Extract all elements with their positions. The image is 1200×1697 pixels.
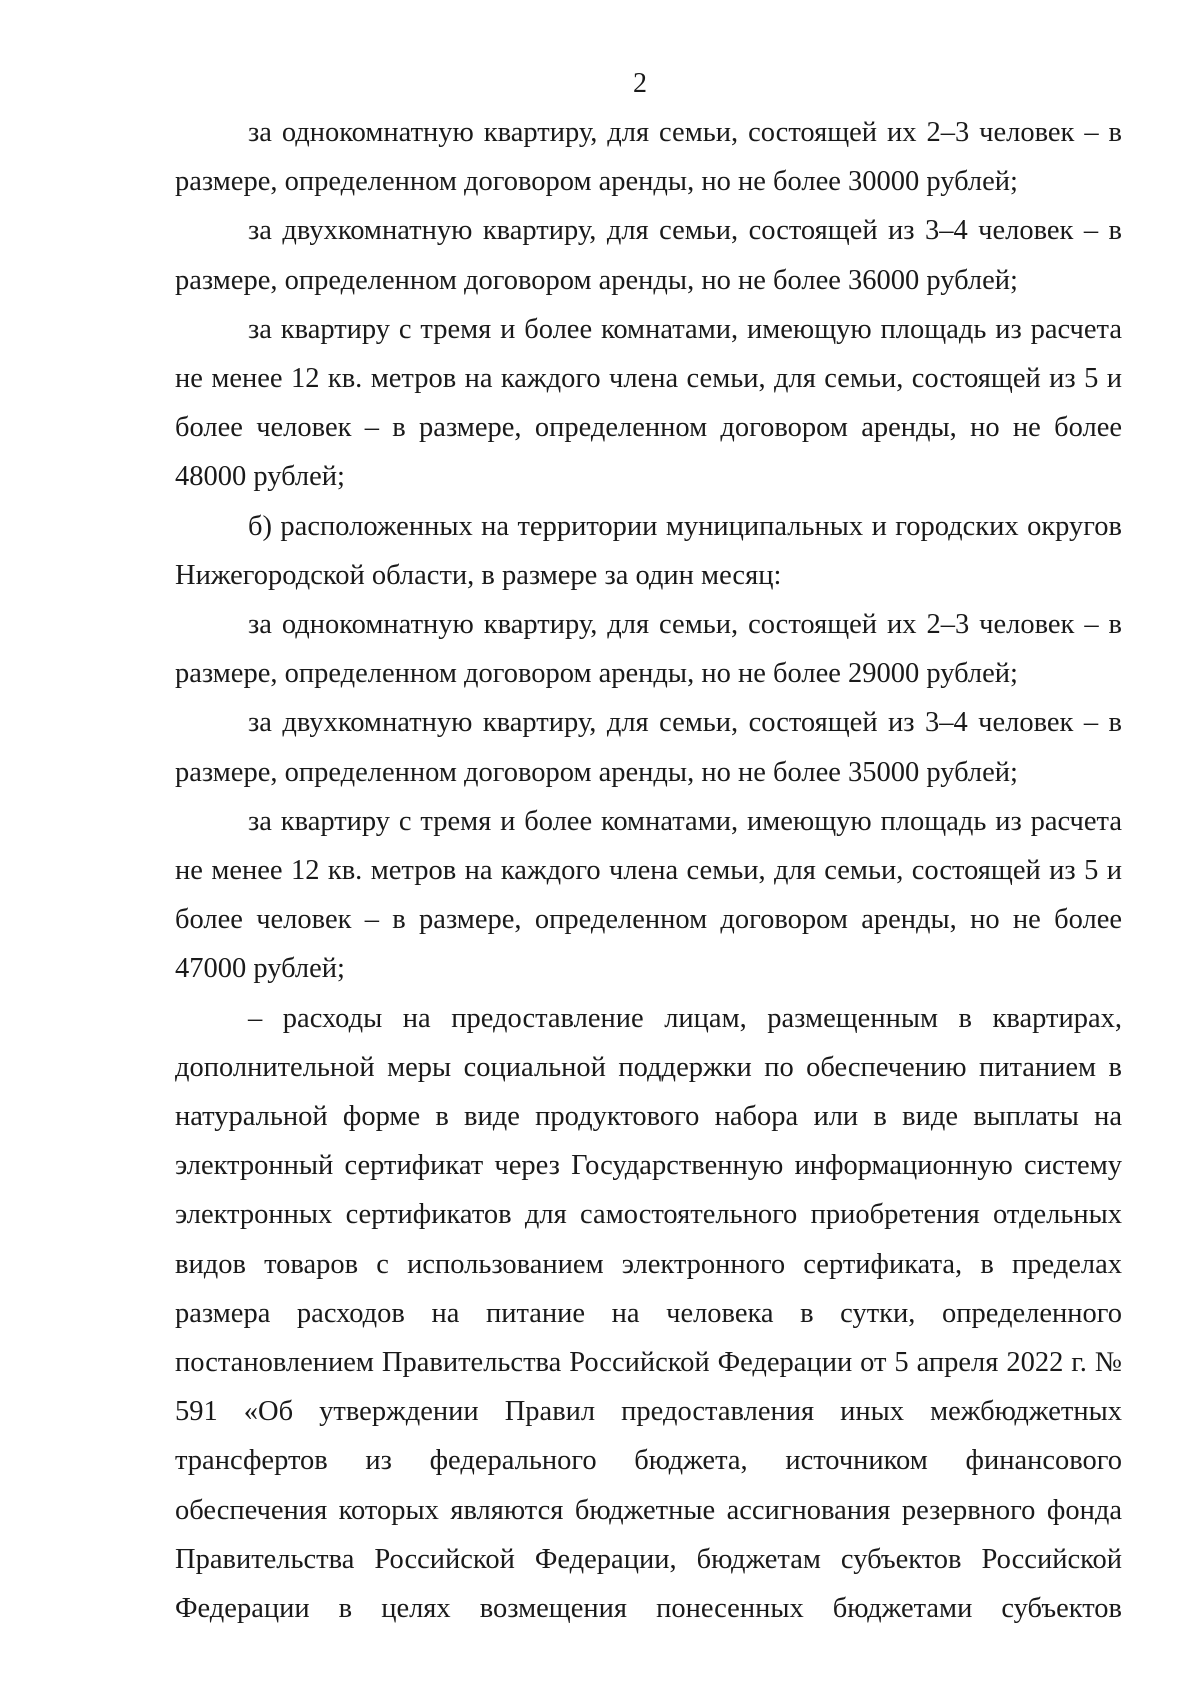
document-body — [175, 108, 1122, 1633]
paragraph-three-room-districts: за квартиру с тремя и более комнатами, имеющую площадь из расчета не менее 12 кв. метров на каждого члена семьи, для семьи, состоящей из 5 и более человек – в размере, определенном договором аренды, но не более 47000 рублей; — [175, 805, 1122, 985]
paragraph-one-room-nn: за однокомнатную квартиру, для семьи, состоящей их 2–3 человек – в размере, определенном договором аренды, но не более 30000 рублей; — [175, 117, 1122, 198]
page-number: 2 — [633, 68, 647, 99]
paragraph-two-room-districts: за двухкомнатную квартиру, для семьи, состоящей из 3–4 человек – в размере, определенном договором аренды, но не более 35000 рублей; — [175, 707, 1122, 788]
paragraph-two-room-nn: за двухкомнатную квартиру, для семьи, состоящей из 3–4 человек – в размере, определенном договором аренды, но не более 36000 рублей; — [175, 215, 1122, 296]
paragraph-food-support: – расходы на предоставление лицам, размещенным в квартирах, дополнительной меры социальной поддержки по обеспечению питанием в натуральной форме в виде продуктового набора или в виде выплаты на электронный сертификат через Государственную информационную систему электронных сертификатов для самостоятельного приобретения отдельных видов товаров с использованием электронного сертификата, в пределах размера расходов на питание на человека в сутки, определенного постановлением Правительства Российской Федерации от 5 апреля 2022 г. № 591 «Об утверждении Правил предоставления иных межбюджетных трансфертов из федерального бюджета, источником финансового обеспечения которых являются бюджетные ассигнования резервного фонда Правительства Российской Федерации, бюджетам субъектов Российской Федерации в целях возмещения понесенных бюджетами субъектов — [175, 1002, 1122, 1625]
paragraph-municipal-districts: б) расположенных на территории муниципальных и городских округов Нижегородской области, в размере за один месяц: — [175, 510, 1122, 591]
paragraph-three-room-nn: за квартиру с тремя и более комнатами, имеющую площадь из расчета не менее 12 кв. метров на каждого члена семьи, для семьи, состоящей из 5 и более человек – в размере, определенном договором аренды, но не более 48000 рублей; — [175, 313, 1122, 493]
paragraph-one-room-districts: за однокомнатную квартиру, для семьи, состоящей их 2–3 человек – в размере, определенном договором аренды, но не более 29000 рублей; — [175, 609, 1122, 690]
